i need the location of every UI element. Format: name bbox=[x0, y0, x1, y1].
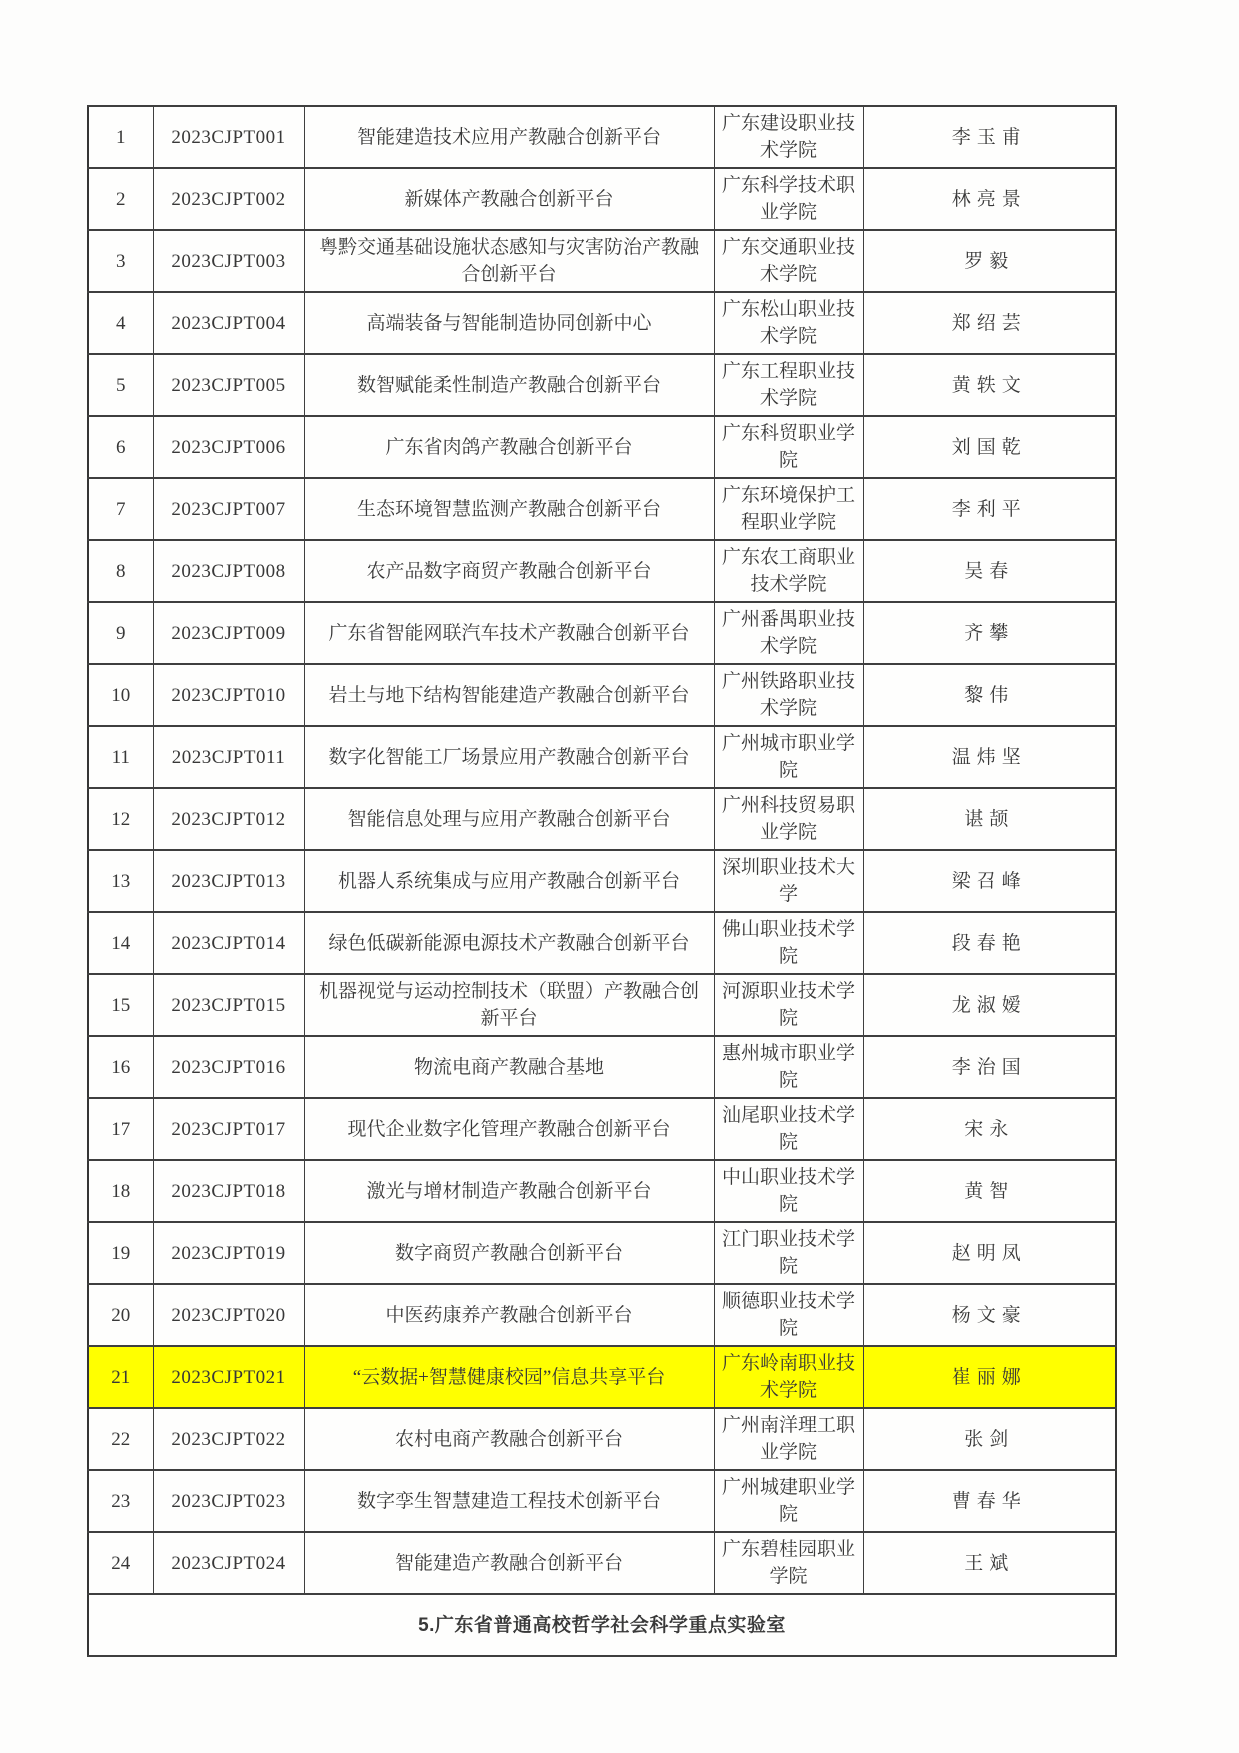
row-number-cell: 17 bbox=[88, 1098, 153, 1160]
table-row bbox=[88, 1470, 1116, 1532]
institution-cell: 佛山职业技术学院 bbox=[714, 912, 863, 974]
institution-cell: 顺德职业技术学院 bbox=[714, 1284, 863, 1346]
project-code-cell: 2023CJPT016 bbox=[153, 1036, 304, 1098]
institution-cell: 广东工程职业技术学院 bbox=[714, 354, 863, 416]
project-code-cell: 2023CJPT024 bbox=[153, 1532, 304, 1594]
project-name-cell: 现代企业数字化管理产教融合创新平台 bbox=[304, 1098, 714, 1160]
table-row bbox=[88, 292, 1116, 354]
leader-name-cell: 黄智 bbox=[863, 1160, 1116, 1222]
table-row bbox=[88, 354, 1116, 416]
table-row-highlighted bbox=[88, 1346, 1116, 1408]
project-code-cell: 2023CJPT009 bbox=[153, 602, 304, 664]
project-name-cell: 智能信息处理与应用产教融合创新平台 bbox=[304, 788, 714, 850]
leader-name-cell: 温炜坚 bbox=[863, 726, 1116, 788]
platform-projects-table bbox=[87, 105, 1117, 1657]
project-name-cell: 高端装备与智能制造协同创新中心 bbox=[304, 292, 714, 354]
table-row bbox=[88, 602, 1116, 664]
row-number-cell: 12 bbox=[88, 788, 153, 850]
project-name-cell: 机器人系统集成与应用产教融合创新平台 bbox=[304, 850, 714, 912]
row-number-cell: 21 bbox=[88, 1346, 153, 1408]
project-name-cell: 数字化智能工厂场景应用产教融合创新平台 bbox=[304, 726, 714, 788]
row-number-cell: 22 bbox=[88, 1408, 153, 1470]
project-code-cell: 2023CJPT014 bbox=[153, 912, 304, 974]
institution-cell: 广东松山职业技术学院 bbox=[714, 292, 863, 354]
institution-cell: 江门职业技术学院 bbox=[714, 1222, 863, 1284]
row-number-cell: 1 bbox=[88, 106, 153, 168]
row-number-cell: 20 bbox=[88, 1284, 153, 1346]
project-name-cell: 广东省智能网联汽车技术产教融合创新平台 bbox=[304, 602, 714, 664]
leader-name-cell: 曹春华 bbox=[863, 1470, 1116, 1532]
table-row bbox=[88, 726, 1116, 788]
row-number-cell: 3 bbox=[88, 230, 153, 292]
leader-name-cell: 段春艳 bbox=[863, 912, 1116, 974]
leader-name-cell: 李利平 bbox=[863, 478, 1116, 540]
project-code-cell: 2023CJPT020 bbox=[153, 1284, 304, 1346]
leader-name-cell: 刘国乾 bbox=[863, 416, 1116, 478]
row-number-cell: 16 bbox=[88, 1036, 153, 1098]
institution-cell: 广东岭南职业技术学院 bbox=[714, 1346, 863, 1408]
project-code-cell: 2023CJPT006 bbox=[153, 416, 304, 478]
project-code-cell: 2023CJPT011 bbox=[153, 726, 304, 788]
table-row bbox=[88, 1532, 1116, 1594]
project-code-cell: 2023CJPT007 bbox=[153, 478, 304, 540]
institution-cell: 中山职业技术学院 bbox=[714, 1160, 863, 1222]
project-name-cell: 智能建造技术应用产教融合创新平台 bbox=[304, 106, 714, 168]
project-name-cell: 广东省肉鸽产教融合创新平台 bbox=[304, 416, 714, 478]
row-number-cell: 19 bbox=[88, 1222, 153, 1284]
project-name-cell: 数字商贸产教融合创新平台 bbox=[304, 1222, 714, 1284]
row-number-cell: 6 bbox=[88, 416, 153, 478]
project-code-cell: 2023CJPT022 bbox=[153, 1408, 304, 1470]
project-code-cell: 2023CJPT018 bbox=[153, 1160, 304, 1222]
project-code-cell: 2023CJPT001 bbox=[153, 106, 304, 168]
row-number-cell: 9 bbox=[88, 602, 153, 664]
project-name-cell: 农产品数字商贸产教融合创新平台 bbox=[304, 540, 714, 602]
institution-cell: 广东建设职业技术学院 bbox=[714, 106, 863, 168]
institution-cell: 广州番禺职业技术学院 bbox=[714, 602, 863, 664]
project-name-cell: 机器视觉与运动控制技术（联盟）产教融合创新平台 bbox=[304, 974, 714, 1036]
table-row bbox=[88, 540, 1116, 602]
table-row bbox=[88, 1408, 1116, 1470]
project-name-cell: 数智赋能柔性制造产教融合创新平台 bbox=[304, 354, 714, 416]
leader-name-cell: 林亮景 bbox=[863, 168, 1116, 230]
institution-cell: 广东环境保护工程职业学院 bbox=[714, 478, 863, 540]
row-number-cell: 24 bbox=[88, 1532, 153, 1594]
project-name-cell: 智能建造产教融合创新平台 bbox=[304, 1532, 714, 1594]
project-name-cell: 数字孪生智慧建造工程技术创新平台 bbox=[304, 1470, 714, 1532]
table-row bbox=[88, 850, 1116, 912]
project-code-cell: 2023CJPT021 bbox=[153, 1346, 304, 1408]
institution-cell: 广东农工商职业技术学院 bbox=[714, 540, 863, 602]
leader-name-cell: 龙淑嫒 bbox=[863, 974, 1116, 1036]
table-row bbox=[88, 788, 1116, 850]
project-name-cell: 激光与增材制造产教融合创新平台 bbox=[304, 1160, 714, 1222]
row-number-cell: 18 bbox=[88, 1160, 153, 1222]
project-name-cell: 岩土与地下结构智能建造产教融合创新平台 bbox=[304, 664, 714, 726]
table-row bbox=[88, 168, 1116, 230]
project-name-cell: 中医药康养产教融合创新平台 bbox=[304, 1284, 714, 1346]
project-code-cell: 2023CJPT023 bbox=[153, 1470, 304, 1532]
leader-name-cell: 宋永 bbox=[863, 1098, 1116, 1160]
project-name-cell: 物流电商产教融合基地 bbox=[304, 1036, 714, 1098]
project-code-cell: 2023CJPT008 bbox=[153, 540, 304, 602]
institution-cell: 广东科贸职业学院 bbox=[714, 416, 863, 478]
row-number-cell: 15 bbox=[88, 974, 153, 1036]
institution-cell: 广州南洋理工职业学院 bbox=[714, 1408, 863, 1470]
table-body bbox=[88, 106, 1116, 1594]
leader-name-cell: 谌颉 bbox=[863, 788, 1116, 850]
institution-cell: 河源职业技术学院 bbox=[714, 974, 863, 1036]
leader-name-cell: 黄轶文 bbox=[863, 354, 1116, 416]
table-row bbox=[88, 974, 1116, 1036]
table-row bbox=[88, 912, 1116, 974]
project-code-cell: 2023CJPT019 bbox=[153, 1222, 304, 1284]
table-row bbox=[88, 230, 1116, 292]
row-number-cell: 5 bbox=[88, 354, 153, 416]
project-name-cell: 绿色低碳新能源电源技术产教融合创新平台 bbox=[304, 912, 714, 974]
leader-name-cell: 黎伟 bbox=[863, 664, 1116, 726]
row-number-cell: 11 bbox=[88, 726, 153, 788]
institution-cell: 汕尾职业技术学院 bbox=[714, 1098, 863, 1160]
leader-name-cell: 齐攀 bbox=[863, 602, 1116, 664]
table-row bbox=[88, 1098, 1116, 1160]
table-row bbox=[88, 416, 1116, 478]
table-row bbox=[88, 664, 1116, 726]
row-number-cell: 14 bbox=[88, 912, 153, 974]
project-name-cell: 农村电商产教融合创新平台 bbox=[304, 1408, 714, 1470]
institution-cell: 广东科学技术职业学院 bbox=[714, 168, 863, 230]
footer-section-title: 5.广东省普通高校哲学社会科学重点实验室 bbox=[88, 1594, 1116, 1656]
row-number-cell: 2 bbox=[88, 168, 153, 230]
footer-section-row bbox=[88, 1594, 1116, 1656]
project-name-cell: 粤黔交通基础设施状态感知与灾害防治产教融合创新平台 bbox=[304, 230, 714, 292]
project-code-cell: 2023CJPT012 bbox=[153, 788, 304, 850]
row-number-cell: 23 bbox=[88, 1470, 153, 1532]
institution-cell: 广州铁路职业技术学院 bbox=[714, 664, 863, 726]
table-row bbox=[88, 106, 1116, 168]
project-code-cell: 2023CJPT013 bbox=[153, 850, 304, 912]
leader-name-cell: 郑绍芸 bbox=[863, 292, 1116, 354]
leader-name-cell: 张剑 bbox=[863, 1408, 1116, 1470]
row-number-cell: 8 bbox=[88, 540, 153, 602]
table-row bbox=[88, 1036, 1116, 1098]
institution-cell: 广州城建职业学院 bbox=[714, 1470, 863, 1532]
leader-name-cell: 李玉甫 bbox=[863, 106, 1116, 168]
project-code-cell: 2023CJPT015 bbox=[153, 974, 304, 1036]
project-code-cell: 2023CJPT002 bbox=[153, 168, 304, 230]
leader-name-cell: 杨文豪 bbox=[863, 1284, 1116, 1346]
leader-name-cell: 罗毅 bbox=[863, 230, 1116, 292]
row-number-cell: 13 bbox=[88, 850, 153, 912]
leader-name-cell: 吴春 bbox=[863, 540, 1116, 602]
project-code-cell: 2023CJPT003 bbox=[153, 230, 304, 292]
leader-name-cell: 李治国 bbox=[863, 1036, 1116, 1098]
leader-name-cell: 梁召峰 bbox=[863, 850, 1116, 912]
project-code-cell: 2023CJPT017 bbox=[153, 1098, 304, 1160]
row-number-cell: 4 bbox=[88, 292, 153, 354]
institution-cell: 惠州城市职业学院 bbox=[714, 1036, 863, 1098]
project-code-cell: 2023CJPT005 bbox=[153, 354, 304, 416]
project-name-cell: “云数据+智慧健康校园”信息共享平台 bbox=[304, 1346, 714, 1408]
leader-name-cell: 赵明凤 bbox=[863, 1222, 1116, 1284]
institution-cell: 广东交通职业技术学院 bbox=[714, 230, 863, 292]
project-code-cell: 2023CJPT004 bbox=[153, 292, 304, 354]
leader-name-cell: 王斌 bbox=[863, 1532, 1116, 1594]
leader-name-cell: 崔丽娜 bbox=[863, 1346, 1116, 1408]
institution-cell: 深圳职业技术大学 bbox=[714, 850, 863, 912]
project-name-cell: 新媒体产教融合创新平台 bbox=[304, 168, 714, 230]
project-name-cell: 生态环境智慧监测产教融合创新平台 bbox=[304, 478, 714, 540]
row-number-cell: 7 bbox=[88, 478, 153, 540]
institution-cell: 广州科技贸易职业学院 bbox=[714, 788, 863, 850]
table-row bbox=[88, 1160, 1116, 1222]
table-row bbox=[88, 1284, 1116, 1346]
table-row bbox=[88, 478, 1116, 540]
institution-cell: 广州城市职业学院 bbox=[714, 726, 863, 788]
project-code-cell: 2023CJPT010 bbox=[153, 664, 304, 726]
table-row bbox=[88, 1222, 1116, 1284]
institution-cell: 广东碧桂园职业学院 bbox=[714, 1532, 863, 1594]
row-number-cell: 10 bbox=[88, 664, 153, 726]
